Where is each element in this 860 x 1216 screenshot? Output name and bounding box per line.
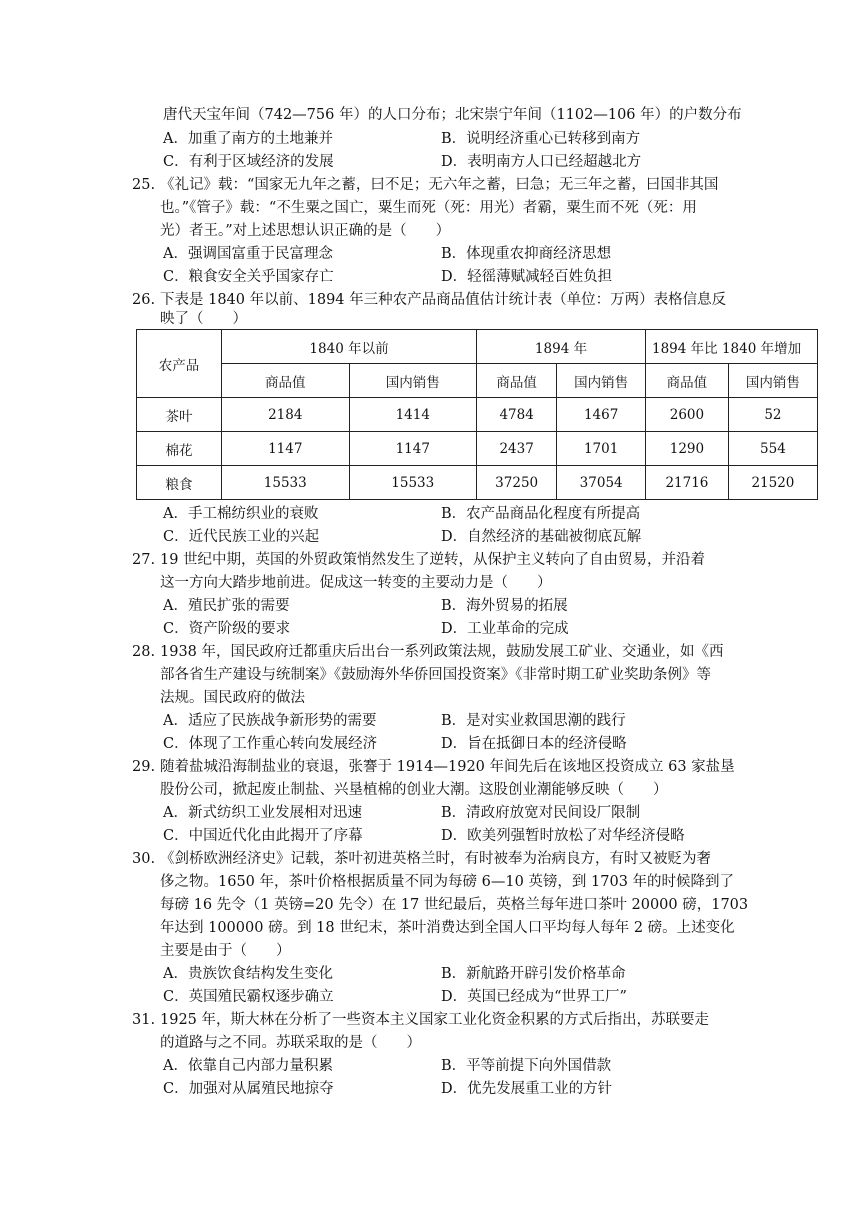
- option-letter: D．: [441, 269, 468, 285]
- subheader-cell: 商品值: [222, 364, 350, 398]
- q25-stem-line-2: 也。”《管子》载：“不生粟之国亡，粟生而死（死：用光）者霸，粟生而不死（死：用: [160, 200, 697, 216]
- q29-stem-line-2: 股份公司，掀起废止制盐、兴垦植棉的创业大潮。这股创业潮能够反映（ ）: [160, 782, 668, 798]
- q25-stem-line-3: 光）者王。”对上述思想认识正确的是（ ）: [160, 223, 451, 239]
- option-letter: D．: [441, 989, 468, 1005]
- q30-stem-line-5: 主要是由于（ ）: [160, 943, 291, 959]
- value-cell: 1147: [222, 432, 350, 466]
- option-text: 资产阶级的要求: [188, 621, 291, 637]
- table-row: [137, 466, 818, 500]
- option-letter: B．: [441, 598, 467, 614]
- option-text: 殖民扩张的需要: [187, 598, 290, 614]
- option-text: 海外贸易的拓展: [466, 598, 568, 614]
- option-text: 强调国富重于民富理念: [187, 246, 333, 262]
- option-letter: B．: [441, 131, 467, 147]
- option-text: 表明南方人口已经超越北方: [467, 154, 642, 170]
- option-letter: A．: [163, 805, 188, 821]
- option-letter: C．: [163, 529, 189, 545]
- value-cell: 21520: [728, 466, 817, 500]
- q31-option-b[interactable]: [441, 1055, 611, 1077]
- option-text: 近代民族工业的兴起: [188, 529, 320, 545]
- q31-number: 31.: [132, 1012, 156, 1028]
- value-cell: 37250: [477, 466, 557, 500]
- q24-option-b[interactable]: [441, 128, 640, 150]
- q26-option-d[interactable]: [441, 526, 641, 548]
- subheader-cell: 国内销售: [557, 364, 646, 398]
- q31-option-c[interactable]: [163, 1078, 334, 1100]
- q30-stem-line-3: 每磅 16 先令（1 英镑=20 先令）在 17 世纪最后，英格兰每年进口茶叶 20000 磅，1703: [160, 897, 749, 913]
- q26-option-b[interactable]: [441, 503, 640, 525]
- option-text: 依靠自己内部力量积累: [187, 1058, 333, 1074]
- q26-stem-line-1: 下表是 1840 年以前、1894 年三种农产品商品值估计统计表（单位：万两）表格信息反: [160, 292, 727, 308]
- option-text: 加强对从属殖民地掠夺: [188, 1081, 334, 1097]
- q28-stem-line-3: 法规。国民政府的做法: [160, 690, 305, 706]
- value-cell: 1467: [557, 398, 646, 432]
- option-letter: B．: [441, 506, 467, 522]
- group-header-1840: 1840 年以前: [222, 330, 477, 364]
- option-text: 适应了民族战争新形势的需要: [187, 713, 377, 729]
- subheader-cell: 国内销售: [349, 364, 477, 398]
- q30-option-c[interactable]: [163, 986, 334, 1008]
- q26-option-c[interactable]: [163, 526, 319, 548]
- option-letter: C．: [163, 154, 189, 170]
- q30-stem-line-2: 侈之物。1650 年，茶叶价格根据质量不同为每磅 6—10 英镑，到 1703 年的时候降到了: [160, 874, 735, 890]
- option-text: 新式纺织工业发展相对迅速: [187, 805, 362, 821]
- q30-option-b[interactable]: [441, 963, 626, 985]
- option-letter: D．: [441, 1081, 468, 1097]
- subheader-cell: 商品值: [646, 364, 729, 398]
- q29-number: 29.: [132, 759, 156, 775]
- option-text: 清政府放宽对民间设厂限制: [466, 805, 641, 821]
- commodity-value-table: [136, 329, 818, 500]
- option-text: 优先发展重工业的方针: [467, 1081, 613, 1097]
- option-letter: C．: [163, 621, 189, 637]
- q31-stem-line-2: 的道路与之不同。苏联采取的是（ ）: [160, 1035, 421, 1051]
- q24-option-d[interactable]: [441, 151, 641, 173]
- q27-stem-line-2: 这一方向大踏步地前进。促成这一转变的主要动力是（ ）: [160, 575, 552, 591]
- option-text: 是对实业救国思潮的践行: [466, 713, 626, 729]
- q28-stem-line-2: 部各省生产建设与统制案》《鼓励海外华侨回国投资案》《非常时期工矿业奖助条例》等: [160, 667, 711, 683]
- q30-stem-line-4: 年达到 100000 磅。到 18 世纪末，茶叶消费达到全国人口平均每人每年 2 磅。上述变化: [160, 920, 735, 936]
- option-letter: B．: [441, 713, 467, 729]
- option-text: 轻徭薄赋减轻百姓负担: [467, 269, 613, 285]
- q30-option-d[interactable]: [441, 986, 627, 1008]
- value-cell: 1290: [646, 432, 729, 466]
- option-text: 自然经济的基础被彻底瓦解: [467, 529, 642, 545]
- value-cell: 2184: [222, 398, 350, 432]
- q25-option-b[interactable]: [441, 243, 611, 265]
- group-header-1894: 1894 年: [477, 330, 646, 364]
- q27-option-a[interactable]: [163, 595, 289, 617]
- option-letter: D．: [441, 828, 468, 844]
- q28-option-d[interactable]: [441, 733, 627, 755]
- q28-option-b[interactable]: [441, 710, 626, 732]
- value-cell: 2600: [646, 398, 729, 432]
- q25-option-c[interactable]: [163, 266, 334, 288]
- row-name-cell: 棉花: [137, 432, 222, 466]
- option-letter: D．: [441, 529, 468, 545]
- option-text: 农产品商品化程度有所提高: [466, 506, 641, 522]
- option-text: 新航路开辟引发价格革命: [466, 966, 626, 982]
- q27-number: 27.: [132, 552, 156, 568]
- q29-stem-line-1: 随着盐城沿海制盐业的衰退，张謇于 1914—1920 年间先后在该地区投资成立 63 家盐垦: [160, 759, 735, 775]
- option-letter: A．: [163, 598, 188, 614]
- q24-option-c[interactable]: [163, 151, 334, 173]
- option-letter: B．: [441, 966, 467, 982]
- q30-stem-line-1: 《剑桥欧洲经济史》记载，茶叶初进英格兰时，有时被奉为治病良方，有时又被贬为奢: [160, 851, 711, 867]
- option-letter: C．: [163, 828, 189, 844]
- value-cell: 554: [728, 432, 817, 466]
- q25-stem-line-1: 《礼记》载：“国家无九年之蓄，曰不足；无六年之蓄，曰急；无三年之蓄，曰国非其国: [160, 177, 719, 193]
- q28-option-c[interactable]: [163, 733, 377, 755]
- q26-stem-line-2: 映了（ ）: [160, 311, 247, 327]
- value-cell: 37054: [557, 466, 646, 500]
- option-letter: D．: [441, 736, 468, 752]
- option-letter: B．: [441, 246, 467, 262]
- value-cell: 15533: [349, 466, 477, 500]
- value-cell: 1414: [349, 398, 477, 432]
- q29-option-a[interactable]: [163, 802, 362, 824]
- option-text: 粮食安全关乎国家存亡: [188, 269, 334, 285]
- option-text: 说明经济重心已转移到南方: [466, 131, 641, 147]
- group-header-increase: 1894 年比 1840 年增加: [646, 330, 818, 364]
- option-letter: D．: [441, 621, 468, 637]
- q27-option-d[interactable]: [441, 618, 569, 640]
- q24-option-a[interactable]: [163, 128, 333, 150]
- option-text: 工业革命的完成: [467, 621, 569, 637]
- q26-number: 26.: [132, 292, 156, 308]
- option-text: 有利于区域经济的发展: [188, 154, 334, 170]
- option-letter: A．: [163, 966, 188, 982]
- option-text: 体现了工作重心转向发展经济: [188, 736, 378, 752]
- q31-option-d[interactable]: [441, 1078, 612, 1100]
- q31-option-a[interactable]: [163, 1055, 333, 1077]
- option-text: 旨在抵御日本的经济侵略: [467, 736, 627, 752]
- value-cell: 52: [728, 398, 817, 432]
- subheader-cell: 商品值: [477, 364, 557, 398]
- value-cell: 1701: [557, 432, 646, 466]
- option-text: 手工棉纺织业的衰败: [187, 506, 319, 522]
- value-cell: 1147: [349, 432, 477, 466]
- option-letter: A．: [163, 246, 188, 262]
- option-letter: A．: [163, 131, 188, 147]
- option-letter: A．: [163, 1058, 188, 1074]
- option-text: 贵族饮食结构发生变化: [187, 966, 333, 982]
- option-letter: B．: [441, 805, 467, 821]
- q30-option-a[interactable]: [163, 963, 333, 985]
- option-text: 英国殖民霸权逐步确立: [188, 989, 334, 1005]
- row-name-cell: 茶叶: [137, 398, 222, 432]
- option-text: 加重了南方的土地兼并: [187, 131, 333, 147]
- q29-option-d[interactable]: [441, 825, 685, 847]
- option-text: 欧美列强暂时放松了对华经济侵略: [467, 828, 685, 844]
- q30-number: 30.: [132, 851, 156, 867]
- subheader-cell: 国内销售: [728, 364, 817, 398]
- value-cell: 4784: [477, 398, 557, 432]
- value-cell: 2437: [477, 432, 557, 466]
- q27-option-b[interactable]: [441, 595, 568, 617]
- q26-option-a[interactable]: [163, 503, 318, 525]
- q25-option-a[interactable]: [163, 243, 333, 265]
- option-letter: B．: [441, 1058, 467, 1074]
- option-letter: C．: [163, 1081, 189, 1097]
- q28-stem-line-1: 1938 年，国民政府迁都重庆后出台一系列政策法规，鼓励发展工矿业、交通业，如《西: [160, 644, 724, 660]
- q24-stem-line: 唐代天宝年间（742—756 年）的人口分布；北宋崇宁年间（1102—106 年）的户数分布: [163, 107, 742, 123]
- q27-stem-line-1: 19 世纪中期，英国的外贸政策悄然发生了逆转，从保护主义转向了自由贸易，并沿着: [160, 552, 706, 568]
- option-text: 平等前提下向外国借款: [466, 1058, 612, 1074]
- option-letter: A．: [163, 506, 188, 522]
- option-letter: A．: [163, 713, 188, 729]
- option-letter: C．: [163, 269, 189, 285]
- option-letter: C．: [163, 736, 189, 752]
- option-letter: C．: [163, 989, 189, 1005]
- q28-number: 28.: [132, 644, 156, 660]
- option-text: 体现重农抑商经济思想: [466, 246, 612, 262]
- option-text: 英国已经成为“世界工厂”: [467, 989, 627, 1005]
- q25-option-d[interactable]: [441, 266, 612, 288]
- value-cell: 21716: [646, 466, 729, 500]
- q29-option-b[interactable]: [441, 802, 640, 824]
- value-cell: 15533: [222, 466, 350, 500]
- q25-number: 25.: [132, 177, 156, 193]
- table-row: [137, 398, 818, 432]
- option-letter: D．: [441, 154, 468, 170]
- row-name-cell: 粮食: [137, 466, 222, 500]
- table-row: [137, 432, 818, 466]
- q27-option-c[interactable]: [163, 618, 290, 640]
- option-text: 中国近代化由此揭开了序幕: [188, 828, 363, 844]
- q29-option-c[interactable]: [163, 825, 363, 847]
- q28-option-a[interactable]: [163, 710, 376, 732]
- q31-stem-line-1: 1925 年，斯大林在分析了一些资本主义国家工业化资金积累的方式后指出，苏联要走: [160, 1012, 710, 1028]
- row-header-cell: 农产品: [137, 330, 222, 398]
